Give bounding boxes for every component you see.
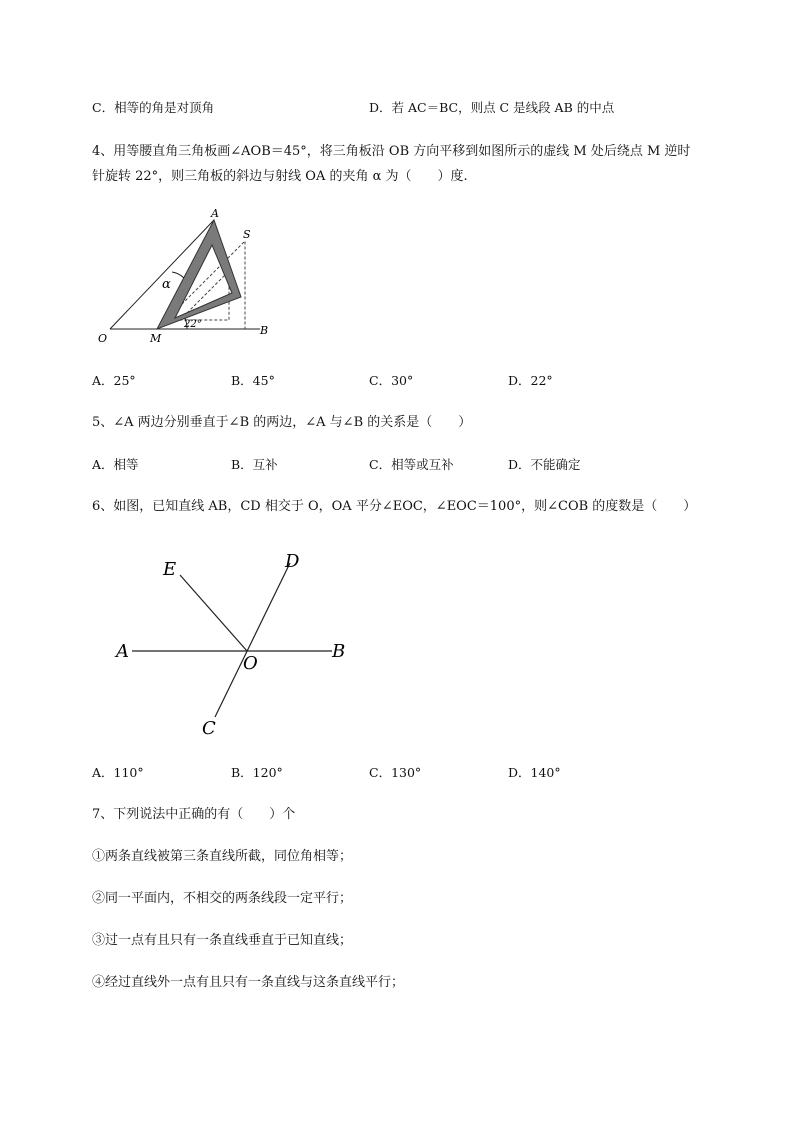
q5-option-a: A．相等 (92, 457, 139, 472)
q5-option-b: B．互补 (231, 457, 278, 472)
q4-option-d: D．22° (508, 373, 553, 388)
q4-option-b: B．45° (231, 373, 275, 388)
label-angle-22: 22° (184, 319, 202, 330)
q7-statement-1: ①两条直线被第三条直线所截，同位角相等； (92, 849, 353, 864)
q7-statement-3: ③过一点有且只有一条直线垂直于已知直线； (92, 933, 353, 948)
q4-stem-line2: 针旋转 22°，则三角板的斜边与射线 OA 的夹角 α 为（ ）度. (92, 169, 468, 184)
q7-statement-4: ④经过直线外一点有且只有一条直线与这条直线平行； (92, 975, 405, 990)
label-c: C (202, 718, 216, 739)
q7-stem: 7、下列说法中正确的有（ ）个 (92, 807, 296, 822)
label-m: M (150, 332, 162, 345)
q6-stem: 6、如图，已知直线 AB，CD 相交于 O，OA 平分∠EOC，∠EOC＝100°，则∠COB 的度数是（ ） (92, 499, 697, 514)
ray-oe (180, 575, 247, 651)
q3-option-c: C．相等的角是对顶角 (92, 100, 215, 115)
q5-option-d: D．不能确定 (508, 457, 581, 472)
alpha-arc (172, 272, 184, 278)
q6-option-a: A．110° (92, 765, 144, 780)
label-o: O (98, 332, 108, 345)
q3-option-d: D．若 AC＝BC，则点 C 是线段 AB 的中点 (369, 100, 615, 115)
q4-option-c: C．30° (369, 373, 414, 388)
line-cd (215, 563, 290, 717)
q6-option-b: B．120° (231, 765, 283, 780)
label-a: A (116, 641, 129, 662)
q5-option-c: C．相等或互补 (369, 457, 454, 472)
label-alpha: α (162, 277, 171, 292)
label-o: O (243, 653, 258, 674)
q4-option-a: A．25° (92, 373, 136, 388)
q6-figure (110, 545, 360, 745)
q4-figure (92, 208, 282, 348)
q6-option-d: D．140° (508, 765, 561, 780)
label-d: D (285, 551, 300, 572)
label-a: A (211, 208, 219, 220)
label-e: E (163, 559, 177, 580)
label-b: B (260, 324, 269, 337)
q6-option-c: C．130° (369, 765, 422, 780)
label-s: S (243, 228, 251, 241)
label-b: B (332, 641, 346, 662)
q4-stem-line1: 4、用等腰直角三角板画∠AOB＝45°，将三角板沿 OB 方向平移到如图所示的虚线 M 处后绕点 M 逆时 (92, 144, 691, 159)
q5-stem: 5、∠A 两边分别垂直于∠B 的两边，∠A 与∠B 的关系是（ ） (92, 415, 472, 430)
q7-statement-2: ②同一平面内，不相交的两条线段一定平行； (92, 891, 353, 906)
